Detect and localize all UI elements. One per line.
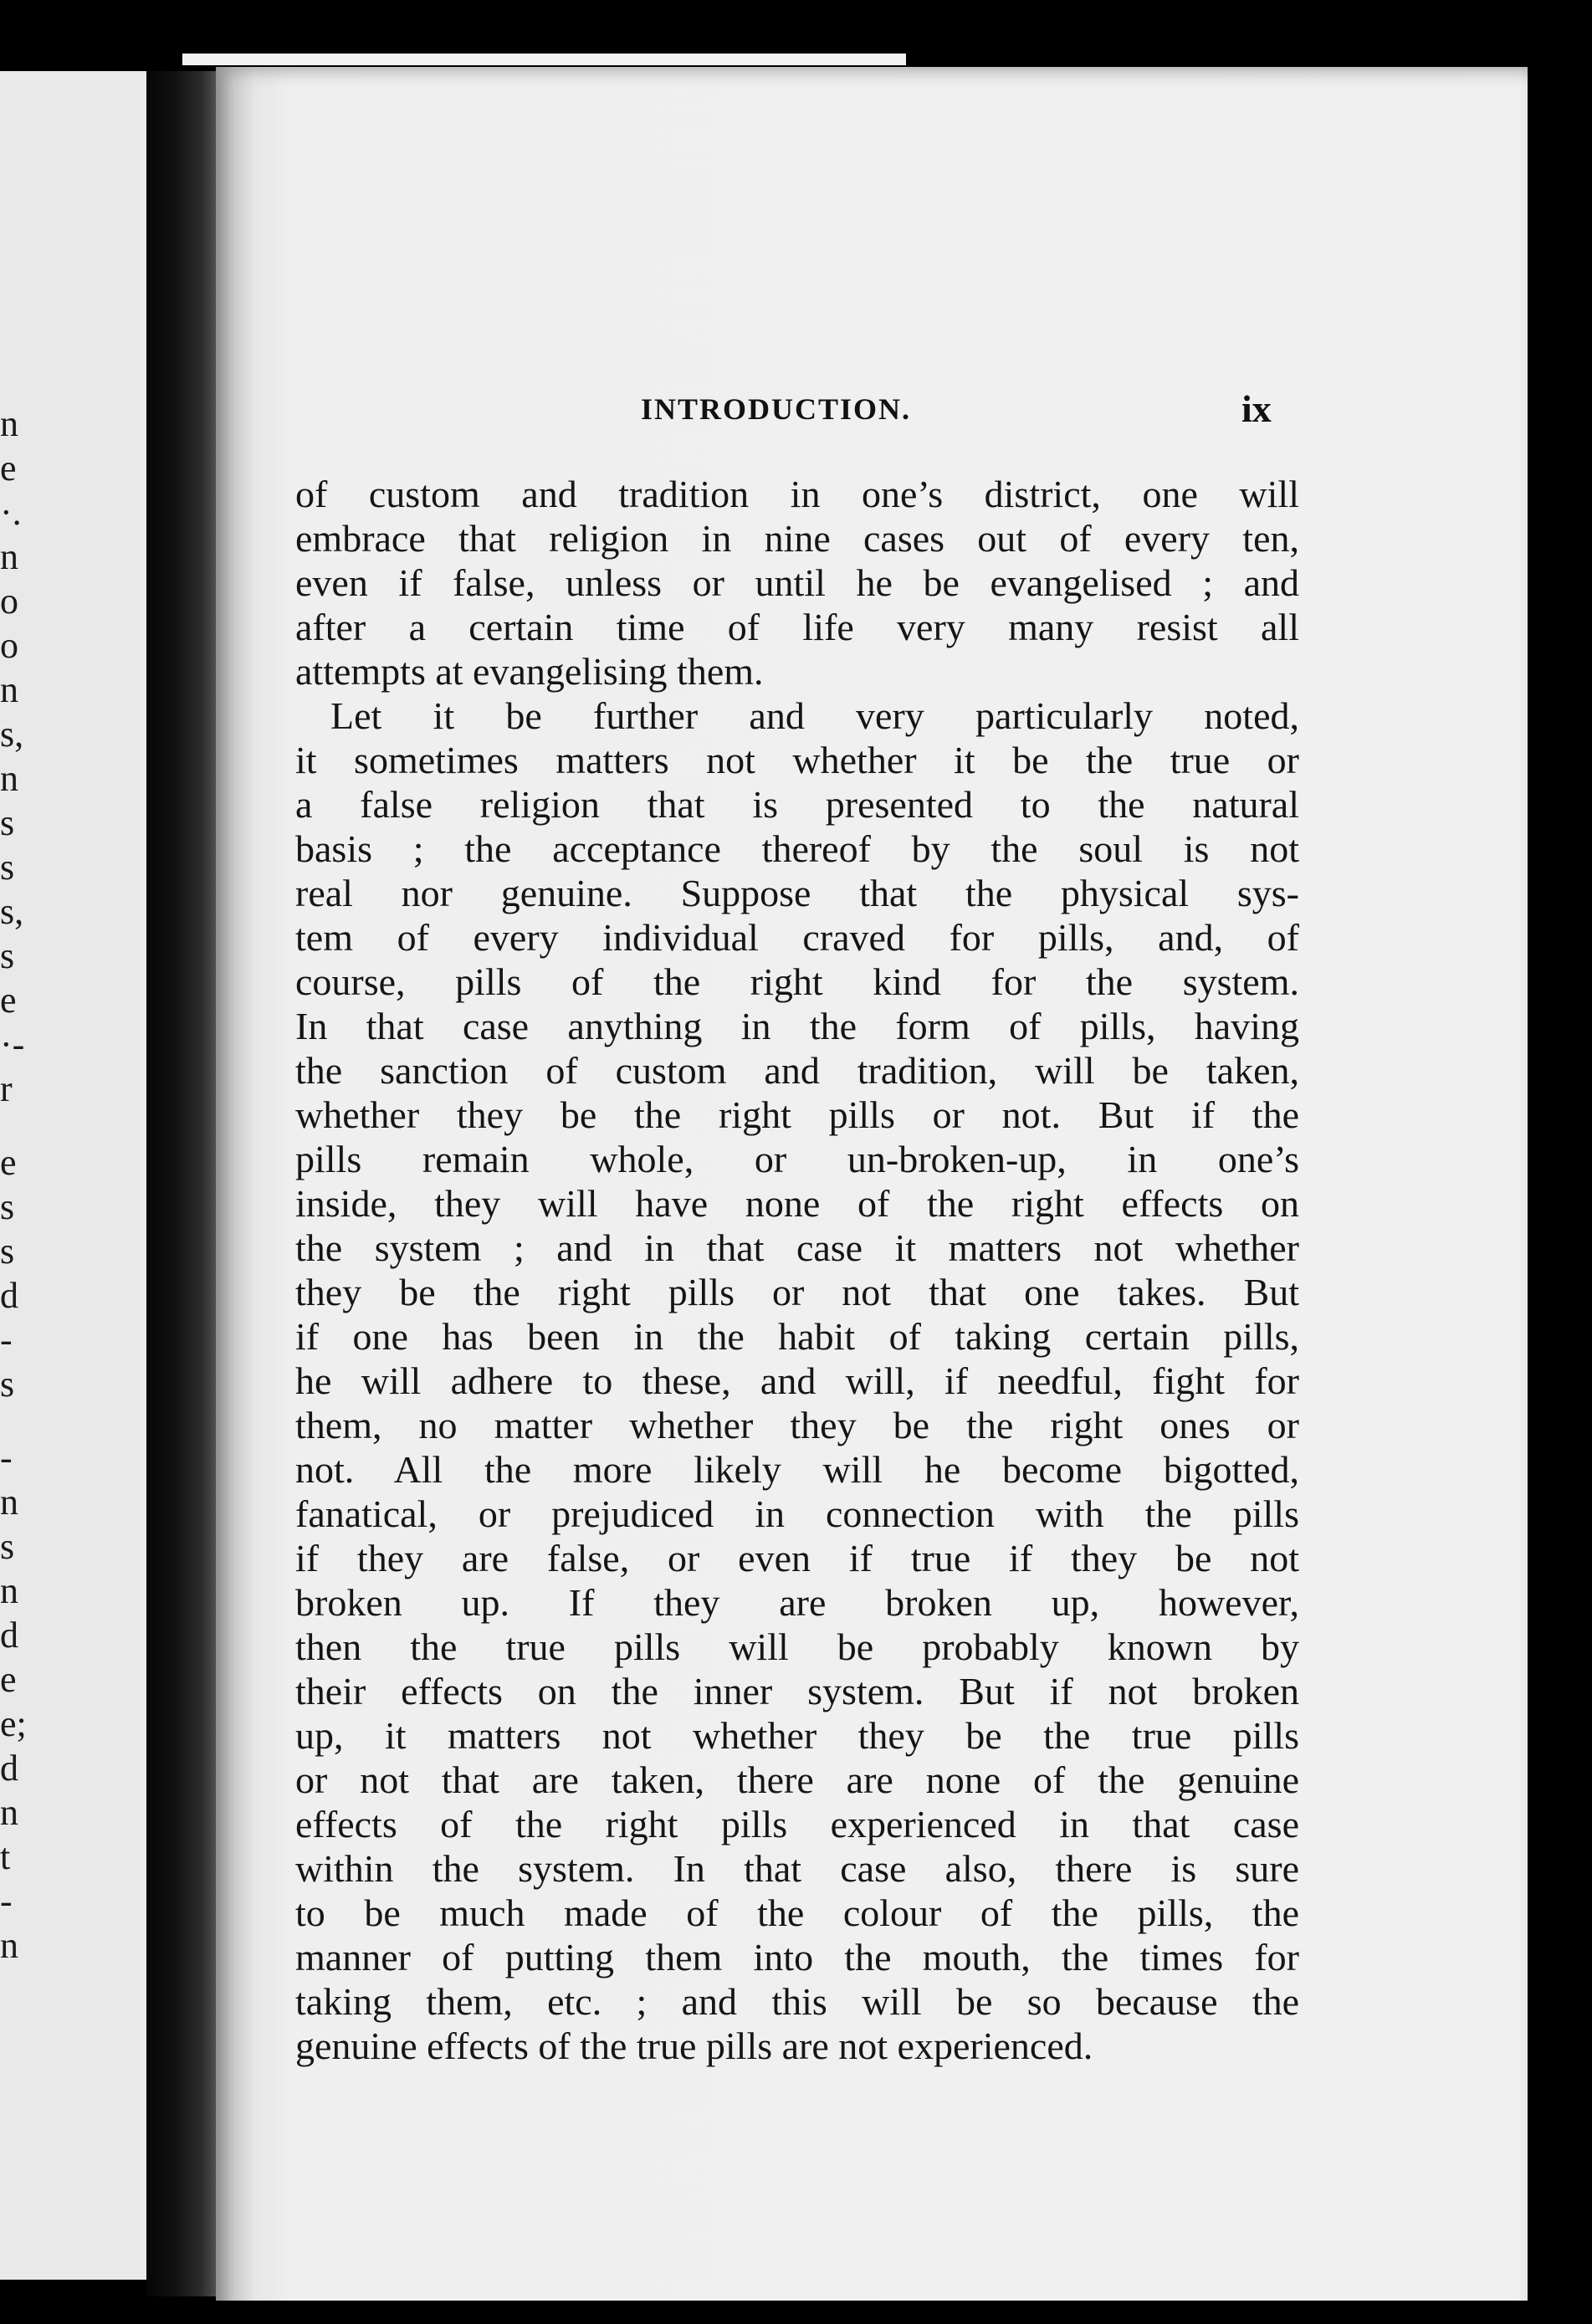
previous-page-fragment: d <box>0 1615 18 1656</box>
previous-page-fragment: e; <box>0 1703 27 1744</box>
previous-page-fragment: n <box>0 1570 18 1611</box>
text-line: whether they be the right pills or not. But if the <box>295 1093 1299 1136</box>
book-gutter-shadow <box>146 71 226 2296</box>
previous-page-fragment: s <box>0 935 15 976</box>
text-line: tem of every individual craved for pills, and, of <box>295 916 1299 959</box>
previous-page-fragment: e <box>0 1142 17 1183</box>
previous-page-fragment: n <box>0 1925 18 1966</box>
text-line: taking them, etc. ; and this will be so because the <box>295 1980 1299 2023</box>
previous-page-fragment: n <box>0 1792 18 1833</box>
text-line: if they are false, or even if true if they be not <box>295 1537 1299 1579</box>
running-head <box>216 386 1528 437</box>
previous-page-fragment: r <box>0 1068 13 1109</box>
text-line: to be much made of the colour of the pills, the <box>295 1891 1299 1934</box>
previous-page-fragment: s <box>0 847 15 888</box>
previous-page-fragment: n <box>0 669 18 710</box>
text-line: real nor genuine. Suppose that the physical sys- <box>295 872 1299 914</box>
previous-page-fragment: - <box>0 1437 13 1478</box>
previous-page-fragment: n <box>0 536 18 577</box>
text-line: of custom and tradition in one’s district, one will <box>295 473 1299 515</box>
text-line: it sometimes matters not whether it be the true or <box>295 739 1299 781</box>
text-line: inside, they will have none of the right effects on <box>295 1182 1299 1225</box>
previous-page-fragment: s <box>0 1186 15 1227</box>
previous-page-fragment: o <box>0 625 18 666</box>
previous-page-fragment: s, <box>0 891 24 932</box>
text-line: attempts at evangelising them. <box>295 650 764 693</box>
text-line: course, pills of the right kind for the system. <box>295 960 1299 1003</box>
text-line: In that case anything in the form of pills, having <box>295 1005 1299 1047</box>
previous-page-fragment: s <box>0 1231 15 1272</box>
text-line: within the system. In that case also, there is sure <box>295 1847 1299 1890</box>
text-line: genuine effects of the true pills are not experienced. <box>295 2025 1093 2067</box>
text-line: embrace that religion in nine cases out of every ten, <box>295 517 1299 560</box>
previous-page-fragment: d <box>0 1748 18 1789</box>
previous-page-fragment: s <box>0 802 15 843</box>
previous-page-fragment: t <box>0 1836 11 1877</box>
text-line: up, it matters not whether they be the true pills <box>295 1714 1299 1757</box>
previous-page-edge <box>0 71 146 2280</box>
text-line: after a certain time of life very many resist all <box>295 606 1299 648</box>
text-line: the sanction of custom and tradition, will be taken, <box>295 1049 1299 1092</box>
page-number: ix <box>1241 387 1272 430</box>
top-paper-strip <box>182 54 906 65</box>
text-line: fanatical, or prejudiced in connection with the pills <box>295 1492 1299 1535</box>
previous-page-fragment: n <box>0 1482 18 1523</box>
text-line: effects of the right pills experienced in that case <box>295 1803 1299 1845</box>
book-page <box>216 67 1528 2301</box>
previous-page-fragment: - <box>0 1319 13 1360</box>
text-line: they be the right pills or not that one takes. But <box>295 1271 1299 1313</box>
previous-page-fragment: n <box>0 758 18 799</box>
previous-page-fragment: e <box>0 1659 17 1700</box>
running-head-title: INTRODUCTION. <box>641 392 912 426</box>
previous-page-fragment: n <box>0 403 18 444</box>
text-line: basis ; the acceptance thereof by the soul is not <box>295 827 1299 870</box>
text-line: pills remain whole, or un-broken-up, in one’s <box>295 1138 1299 1180</box>
text-line: them, no matter whether they be the right ones or <box>295 1404 1299 1446</box>
previous-page-fragment: e <box>0 980 17 1021</box>
text-line: manner of putting them into the mouth, the times for <box>295 1936 1299 1978</box>
text-line: a false religion that is presented to the natural <box>295 783 1299 826</box>
previous-page-fragment: o <box>0 581 18 622</box>
text-line: Let it be further and very particularly noted, <box>330 694 1299 737</box>
text-line: then the true pills will be probably known by <box>295 1625 1299 1668</box>
previous-page-fragment: ·- <box>0 1024 25 1065</box>
text-line: if one has been in the habit of taking certain pills, <box>295 1315 1299 1358</box>
text-line: their effects on the inner system. But if not broken <box>295 1670 1299 1712</box>
text-line: the system ; and in that case it matters not whether <box>295 1226 1299 1269</box>
text-line: broken up. If they are broken up, however, <box>295 1581 1299 1624</box>
text-line: not. All the more likely will he become bigotted, <box>295 1448 1299 1491</box>
previous-page-fragment: s <box>0 1526 15 1567</box>
text-line: even if false, unless or until he be evangelised ; and <box>295 561 1299 604</box>
previous-page-fragment: s <box>0 1364 15 1405</box>
text-line: or not that are taken, there are none of the genuine <box>295 1758 1299 1801</box>
previous-page-fragment: - <box>0 1881 13 1922</box>
previous-page-fragment: d <box>0 1275 18 1316</box>
previous-page-text-fragments <box>0 71 146 2280</box>
previous-page-fragment: e <box>0 448 17 489</box>
previous-page-fragment: ·. <box>0 492 22 533</box>
previous-page-fragment: s, <box>0 714 24 755</box>
text-line: he will adhere to these, and will, if needful, fight for <box>295 1359 1299 1402</box>
